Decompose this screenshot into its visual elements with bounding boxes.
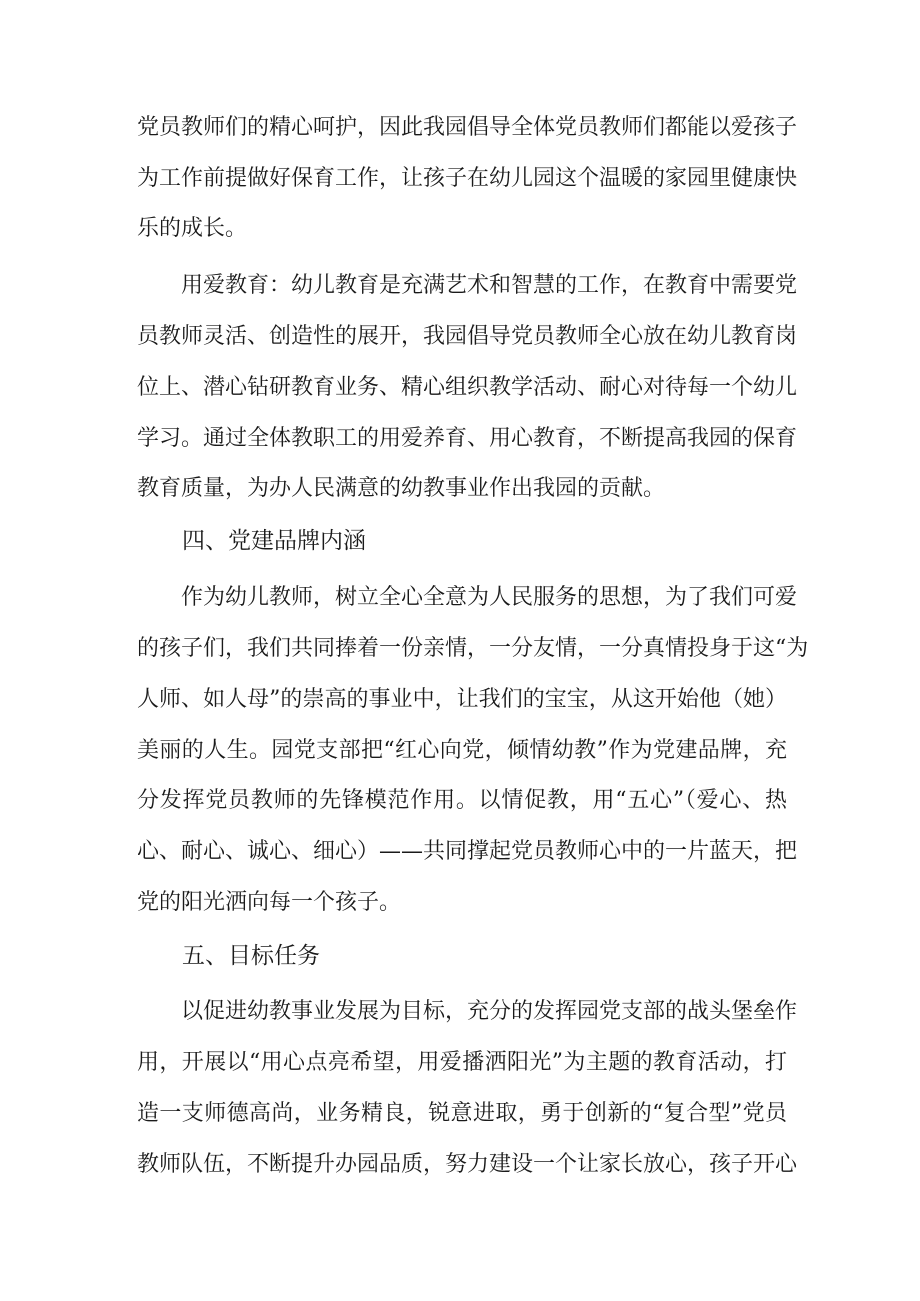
paragraph-line: 用，开展以“用心点亮希望，用爱播洒阳光”为主题的教育活动，打 (137, 1050, 787, 1075)
section-heading: 五、目标任务 (182, 943, 320, 969)
paragraph-line: 党的阳光洒向每一个孩子。 (137, 890, 402, 915)
paragraph-line: 作为幼儿教师，树立全心全意为人民服务的思想，为了我们可爱 (137, 585, 798, 610)
paragraph-line: 用爱教育：幼儿教育是充满艺术和智慧的工作，在教育中需要党 (137, 273, 798, 298)
paragraph-line: 心、耐心、诚心、细心）——共同撑起党员教师心中的一片蓝天，把 (137, 839, 798, 864)
paragraph-line: 位上、潜心钻研教育业务、精心组织教学活动、耐心对待每一个幼儿 (137, 375, 798, 400)
paragraph-line: 教育质量，为办人民满意的幼教事业作出我园的贡献。 (137, 476, 666, 501)
paragraph-line: 的孩子们，我们共同捧着一份亲情，一分友情，一分真情投身于这“为 (137, 636, 809, 661)
paragraph-line: 党员教师们的精心呵护，因此我园倡导全体党员教师们都能以爱孩子 (137, 115, 798, 140)
paragraph-line: 人师、如人母”的崇高的事业中，让我们的宝宝，从这开始他（她） (137, 687, 787, 712)
paragraph-line: 美丽的人生。园党支部把“红心向党，倾情幼教”作为党建品牌，充 (137, 738, 787, 763)
paragraph-line: 员教师灵活、创造性的展开，我园倡导党员教师全心放在幼儿教育岗 (137, 324, 798, 349)
paragraph-line: 教师队伍，不断提升办园品质，努力建设一个让家长放心，孩子开心 (137, 1152, 798, 1177)
paragraph-line: 分发挥党员教师的先锋模范作用。以情促教，用“五心”（爱心、热 (137, 788, 787, 813)
section-heading: 四、党建品牌内涵 (182, 528, 366, 554)
paragraph-line: 乐的成长。 (137, 216, 248, 241)
paragraph-line: 以促进幼教事业发展为目标，充分的发挥园党支部的战头堡垒作 (137, 999, 798, 1024)
paragraph-line: 造一支师德高尚，业务精良，锐意进取，勇于创新的“复合型”党员 (137, 1101, 787, 1126)
paragraph-line: 为工作前提做好保育工作，让孩子在幼儿园这个温暖的家园里健康快 (137, 166, 798, 191)
paragraph-line: 学习。通过全体教职工的用爱养育、用心教育，不断提高我园的保育 (137, 426, 798, 451)
